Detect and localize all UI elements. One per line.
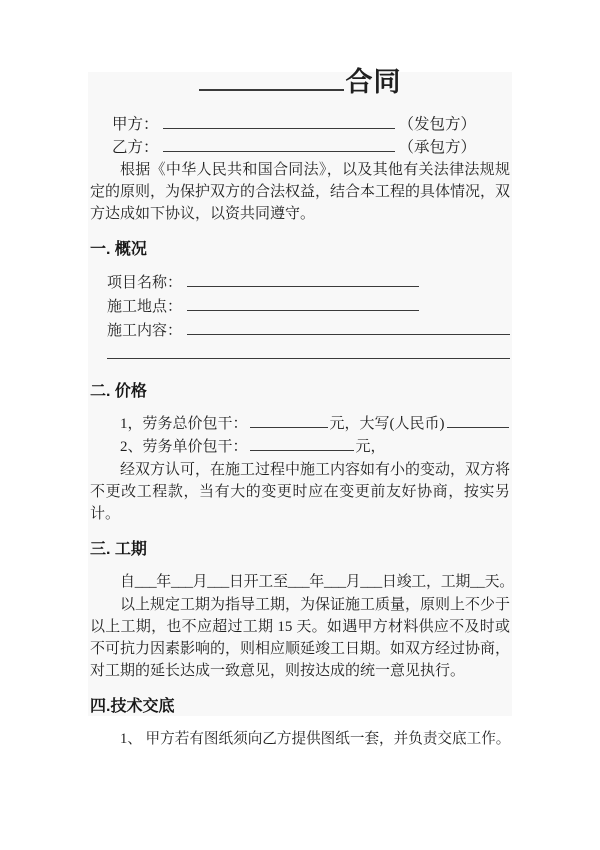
party-b-blank-line <box>163 137 395 152</box>
price-unit-blank-line <box>250 436 354 451</box>
construction-content-label: 施工内容： <box>107 323 183 339</box>
party-a-label: 甲方： <box>112 116 159 133</box>
construction-site-line <box>107 295 510 319</box>
price-total-label: 1，劳务总价包干： <box>120 416 248 432</box>
construction-content-line <box>107 319 510 343</box>
party-a-role: （发包方） <box>398 116 477 133</box>
section-technical-heading: 四.技术交底 <box>90 698 175 715</box>
price-caps-blank-line <box>447 413 509 428</box>
party-b-role: （承包方） <box>398 139 477 156</box>
title-text: 合同 <box>345 67 402 97</box>
project-name-blank-line <box>187 272 419 287</box>
technical-item-line: 1、 甲方若有图纸须向乙方提供图纸一套，并负责交底工作。 <box>120 731 511 747</box>
party-b-line <box>90 136 510 159</box>
price-unit-label: 2、劳务单价包干： <box>120 439 248 455</box>
party-b-label: 乙方： <box>112 139 159 156</box>
construction-content-continuation <box>107 343 510 367</box>
overview-fields <box>90 271 510 367</box>
party-a-blank-line <box>163 114 395 129</box>
preamble-paragraph: 根据《中华人民共和国合同法》，以及其他有关法律法规规定的原则，为保护双方的合法权益，结合本工程的具体情况，双方达成如下协议，以资共同遵守。 <box>90 162 511 222</box>
construction-site-label: 施工地点： <box>107 299 183 315</box>
price-unit-suffix: 元， <box>355 439 386 455</box>
price-total-blank-line <box>250 413 328 428</box>
price-total-line <box>90 413 510 436</box>
section-duration-heading: 三. 工期 <box>90 541 147 558</box>
duration-date-line: 自___年___月___日开工至___年___月___日竣工，工期__天。 <box>120 574 514 590</box>
price-unit-line <box>90 436 510 459</box>
title-blank-line <box>199 71 344 91</box>
party-a-line <box>90 113 510 136</box>
document-title <box>90 64 510 100</box>
price-paragraph: 经双方认可，在施工过程中施工内容如有小的变动，双方将不更改工程款，当有大的变更时应在变更前友好协商，按实另计。 <box>90 462 511 522</box>
section-overview-heading: 一. 概况 <box>90 241 147 258</box>
construction-site-blank-line <box>187 296 419 311</box>
project-name-line <box>107 271 510 295</box>
construction-content-blank-line <box>187 320 510 335</box>
construction-content-blank-line-2 <box>107 344 510 359</box>
duration-paragraph: 以上规定工期为指导工期，为保证施工质量，原则上不少于以上工期，也不应超过工期 15 天。如遇甲方材料供应不及时或不可抗力因素影响的，则相应顺延竣工日期。如双方经过协商，对工期的延长达成一致意见，则按达成的统一意见执行。 <box>90 597 511 679</box>
section-price-heading: 二. 价格 <box>90 383 147 400</box>
contract-document <box>90 64 514 751</box>
price-total-caps-label: 元，大写(人民币) <box>329 416 445 432</box>
project-name-label: 项目名称： <box>107 275 183 291</box>
